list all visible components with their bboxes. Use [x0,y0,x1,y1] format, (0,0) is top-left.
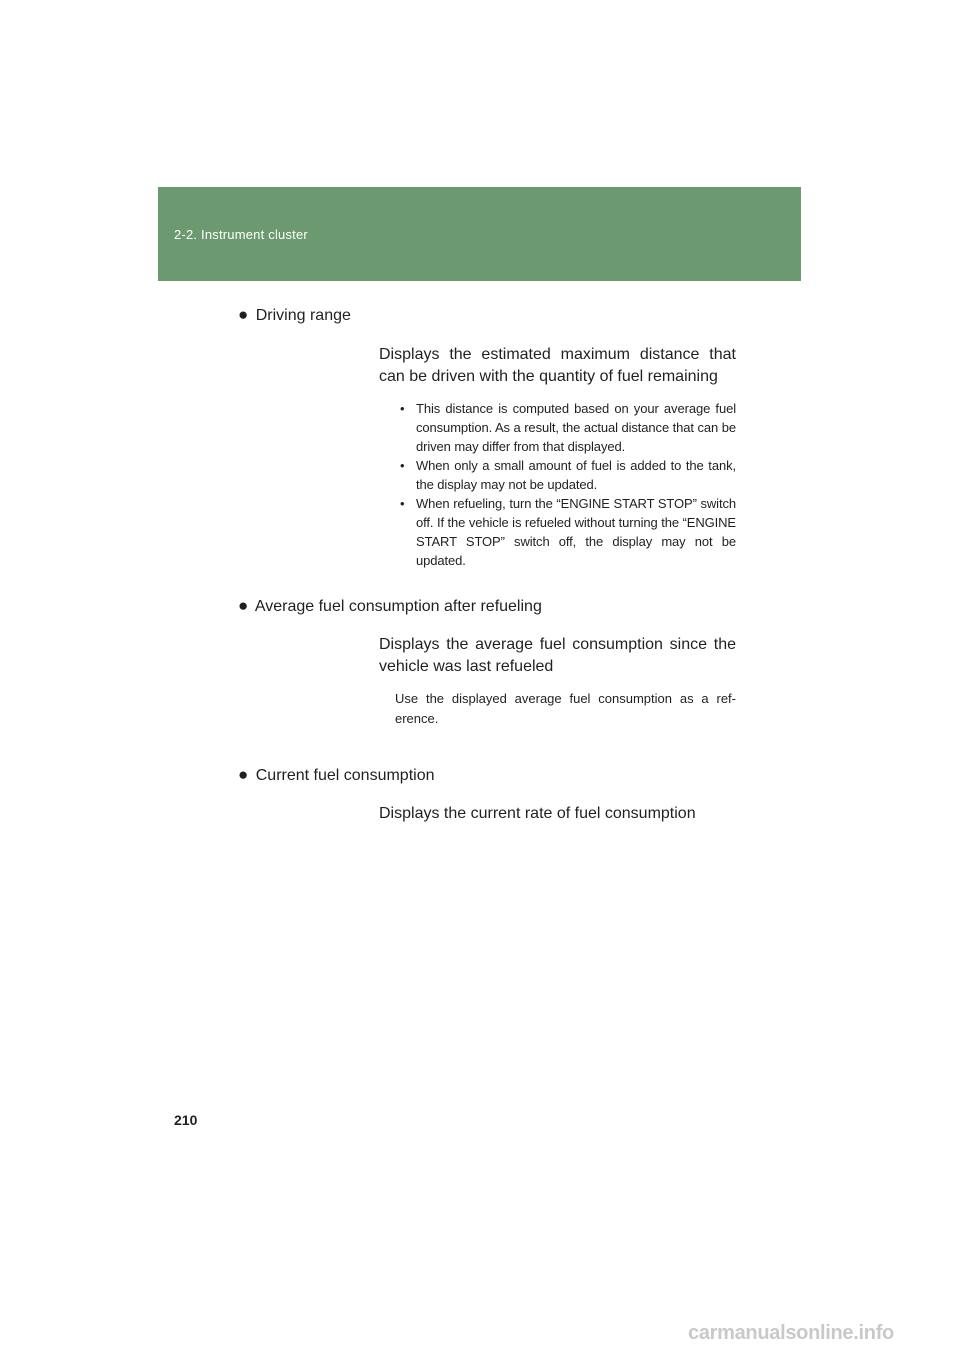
heading-text: Driving range [255,307,351,324]
description-average-fuel: Displays the average fuel consumption since the vehicle was last refueled [379,636,736,675]
heading-driving-range [238,305,351,325]
bullet-icon: ● [238,596,249,615]
heading-text: Current fuel consumption [255,767,435,784]
note-item: • When only a small amount of fuel is added to the tank, the display may not be updated. [400,458,736,492]
heading-average-fuel [238,596,542,616]
bullet-icon: ● [238,305,249,324]
note-item: • When refueling, turn the “ENGINE START STOP” switch off. If the vehicle is refueled without turning the “ENGINE START STOP” switch off, the display may not be updated. [400,496,736,568]
bullet-dot-icon: • [400,458,405,473]
watermark: carmanualsonline.info [688,1322,894,1344]
description-driving-range: Displays the estimated maximum distance that can be driven with the quantity of fuel remaining [379,346,736,385]
description-current-fuel: Displays the current rate of fuel consumption [379,805,696,822]
note-item: • This distance is computed based on your average fuel consumption. As a result, the actual distance that can be driven may differ from that displayed. [400,401,736,454]
notes-driving-range [398,399,736,570]
heading-text: Average fuel consumption after refueling [254,598,542,615]
page-number: 210 [174,1112,198,1128]
bullet-dot-icon: • [400,401,405,416]
heading-current-fuel [238,765,435,785]
note-average-fuel: Use the displayed average fuel consumption as a ref- erence. [395,691,736,726]
bullet-dot-icon: • [400,496,405,511]
section-label: 2-2. Instrument cluster [174,227,308,242]
bullet-icon: ● [238,765,249,784]
header-band [158,187,801,281]
